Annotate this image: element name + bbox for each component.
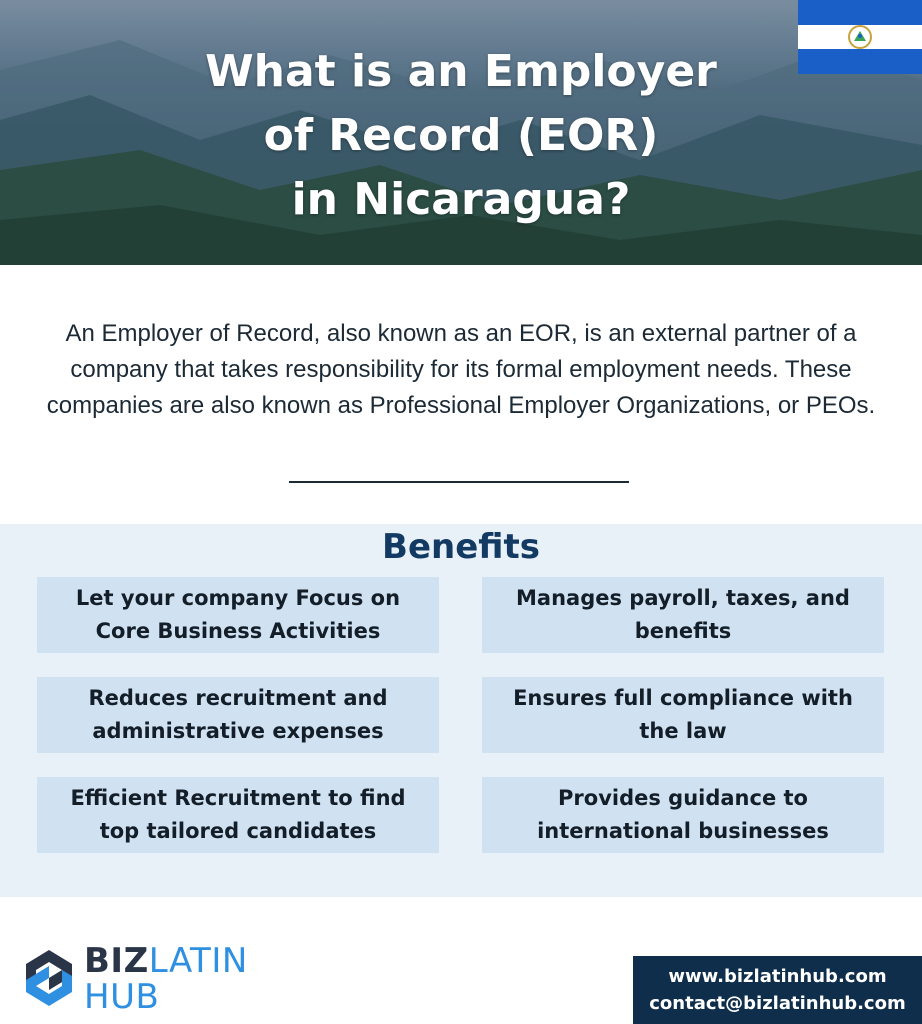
logo-wordmark	[84, 941, 248, 1017]
benefit-card: Efficient Recruitment to find top tailored candidates	[37, 777, 439, 853]
title-line-1: What is an Employer	[205, 46, 717, 97]
benefit-card: Let your company Focus on Core Business Activities	[37, 577, 439, 653]
logo-text-latin: LATIN	[148, 941, 248, 981]
website-link[interactable]: www.bizlatinhub.com	[668, 966, 887, 987]
flag-stripe-bottom	[798, 49, 922, 74]
logo-mark-icon	[20, 946, 78, 1010]
contact-box	[633, 956, 922, 1024]
benefit-card: Reduces recruitment and administrative expenses	[37, 677, 439, 753]
nicaragua-flag-icon	[798, 0, 922, 74]
intro-paragraph: An Employer of Record, also known as an EOR, is an external partner of a company that takes responsibility for its formal employment needs. These companies are also known as Professional Employer Organizations, or PEOs.	[46, 320, 876, 419]
title-line-2: of Record (EOR)	[263, 110, 659, 161]
benefit-card: Manages payroll, taxes, and benefits	[482, 577, 884, 653]
flag-emblem-icon	[847, 24, 873, 50]
bizlatinhub-logo	[20, 940, 280, 1020]
flag-stripe-top	[798, 0, 922, 25]
benefits-heading: Benefits	[382, 527, 540, 567]
title-line-3: in Nicaragua?	[291, 174, 631, 225]
benefit-card: Ensures full compliance with the law	[482, 677, 884, 753]
benefit-card: Provides guidance to international businesses	[482, 777, 884, 853]
email-link[interactable]: contact@bizlatinhub.com	[649, 993, 906, 1014]
logo-text-hub: HUB	[84, 977, 160, 1017]
logo-text-biz: BIZ	[84, 941, 149, 981]
section-divider	[289, 481, 629, 483]
page-title	[0, 40, 922, 232]
